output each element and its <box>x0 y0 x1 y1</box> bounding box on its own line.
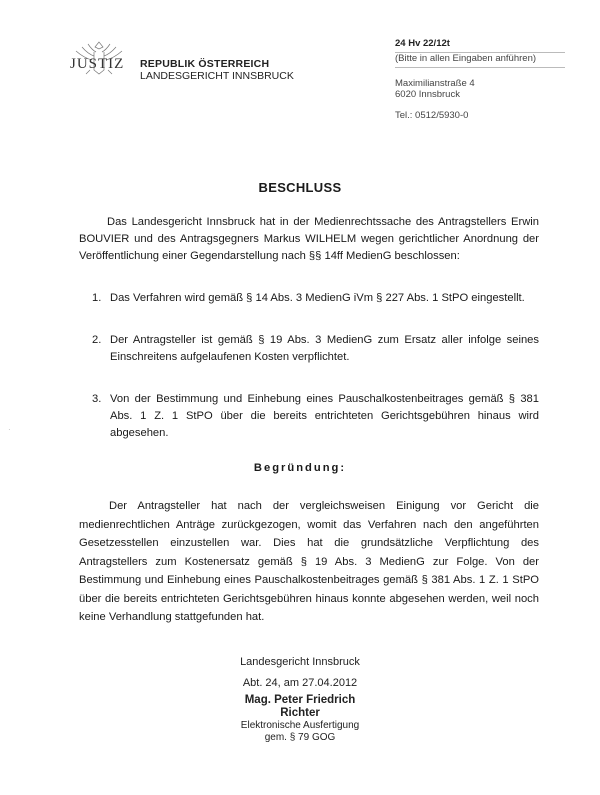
reference-block <box>395 38 580 121</box>
case-number: 24 Hv 22/12t <box>395 38 450 49</box>
signature-dept-date: Abt. 24, am 27.04.2012 <box>242 677 358 689</box>
margin-mark: · <box>8 425 11 434</box>
street-address: Maximilianstraße 4 <box>395 78 475 89</box>
reasons-paragraph: Der Antragsteller hat nach der vergleichsweisen Einigung vor Gericht die medienrechtlichen Anträge zurückgezogen, womit das Verfahren nach den angeführten Gesetzesstellen einzustellen war. Dies hat die grundsätzliche Verpflichtung des Antragstellers zum Kostenersatz gemäß § 19 Abs. 3 MedienG zur Folge. Von der Bestimmung und Einhebung eines Pauschalkostenbeitrages gemäß § 381 Abs. 1 Z. 1 StPO über die bereits entrichteten Gerichtsgebühren hinaus konnte abgesehen werden, weil noch keine Verhandlung stattgefunden hat. <box>79 500 539 623</box>
list-item-number: 1. <box>92 292 102 304</box>
list-item-number: 3. <box>92 393 102 405</box>
logo-text: JUSTIZ <box>70 56 125 72</box>
case-note-underline <box>395 64 565 68</box>
signature-block <box>180 655 420 744</box>
document-title: BESCHLUSS <box>258 180 342 195</box>
intro-paragraph: Das Landesgericht Innsbruck hat in der Medienrechtssache des Antragstellers Erwin BOUVIER und des Antragsgegners Markus WILHELM wegen gerichtlicher Anordnung der Veröffentlichung einer Gegendarstellung nach §§ 14ff MedienG beschlossen: <box>79 216 539 262</box>
reasons-heading: Begründung: <box>253 462 347 474</box>
court-line-1: REPUBLIK ÖSTERREICH <box>140 58 270 70</box>
court-name <box>140 58 294 82</box>
signer-name: Mag. Peter Friedrich <box>244 694 356 706</box>
court-line-2: LANDESGERICHT INNSBRUCK <box>140 70 294 82</box>
list-item-number: 2. <box>92 334 102 346</box>
list-item-text: Das Verfahren wird gemäß § 14 Abs. 3 MedienG iVm § 227 Abs. 1 StPO eingestellt. <box>110 292 525 304</box>
case-note: (Bitte in allen Eingaben anführen) <box>395 53 537 64</box>
list-item-text: Der Antragsteller ist gemäß § 19 Abs. 3 MedienG zum Ersatz aller infolge seines Einschreitens aufgelaufenen Kosten verpflichtet. <box>110 334 539 363</box>
signature-note-1: Elektronische Ausfertigung <box>240 720 360 731</box>
city-address: 6020 Innsbruck <box>395 89 460 100</box>
signature-court: Landesgericht Innsbruck <box>240 656 360 668</box>
phone-number: Tel.: 0512/5930-0 <box>395 110 469 121</box>
list-item-text: Von der Bestimmung und Einhebung eines Pauschalkostenbeitrages gemäß § 381 Abs. 1 Z. 1 StPO über die bereits entrichteten Gerichtsgebühren hinaus wird abgesehen. <box>110 393 539 439</box>
signer-title: Richter <box>280 707 320 719</box>
signature-note-2: gem. § 79 GOG <box>264 732 336 743</box>
